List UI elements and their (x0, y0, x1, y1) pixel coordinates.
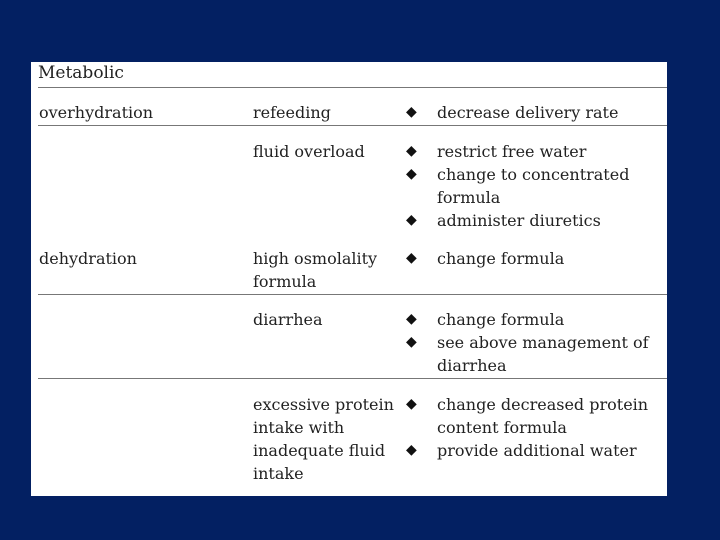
divider (38, 378, 667, 379)
divider (38, 87, 667, 88)
action-text: restrict free water (437, 142, 587, 161)
diamond-bullet-icon: ◆ (406, 442, 417, 458)
cause-label: inadequate fluid (253, 441, 386, 460)
diamond-bullet-icon: ◆ (406, 143, 417, 159)
cause-label: excessive protein (253, 395, 394, 414)
action-text: change formula (437, 310, 565, 329)
action-text: administer diuretics (437, 211, 601, 230)
diamond-bullet-icon: ◆ (406, 104, 417, 120)
cause-label: intake (253, 464, 304, 483)
action-text: content formula (437, 418, 567, 437)
diamond-bullet-icon: ◆ (406, 311, 417, 327)
action-text: change decreased protein (437, 395, 649, 414)
cause-label: intake with (253, 418, 345, 437)
diamond-bullet-icon: ◆ (406, 334, 417, 350)
cause-label: diarrhea (253, 310, 323, 329)
action-text: formula (437, 188, 501, 207)
condition-label: dehydration (39, 249, 137, 268)
action-text: diarrhea (437, 356, 507, 375)
diamond-bullet-icon: ◆ (406, 166, 417, 182)
diamond-bullet-icon: ◆ (406, 212, 417, 228)
condition-label: overhydration (39, 103, 154, 122)
divider (38, 125, 667, 126)
action-text: change to concentrated (437, 165, 630, 184)
cause-label: refeeding (253, 103, 331, 122)
divider (38, 294, 667, 295)
action-text: decrease delivery rate (437, 103, 619, 122)
action-text: see above management of (437, 333, 649, 352)
cause-label: high osmolality (253, 249, 378, 268)
diamond-bullet-icon: ◆ (406, 396, 417, 412)
content-card (31, 62, 667, 496)
cause-label: formula (253, 272, 317, 291)
diamond-bullet-icon: ◆ (406, 250, 417, 266)
section-title: Metabolic (38, 63, 124, 83)
cause-label: fluid overload (253, 142, 365, 161)
action-text: provide additional water (437, 441, 637, 460)
action-text: change formula (437, 249, 565, 268)
